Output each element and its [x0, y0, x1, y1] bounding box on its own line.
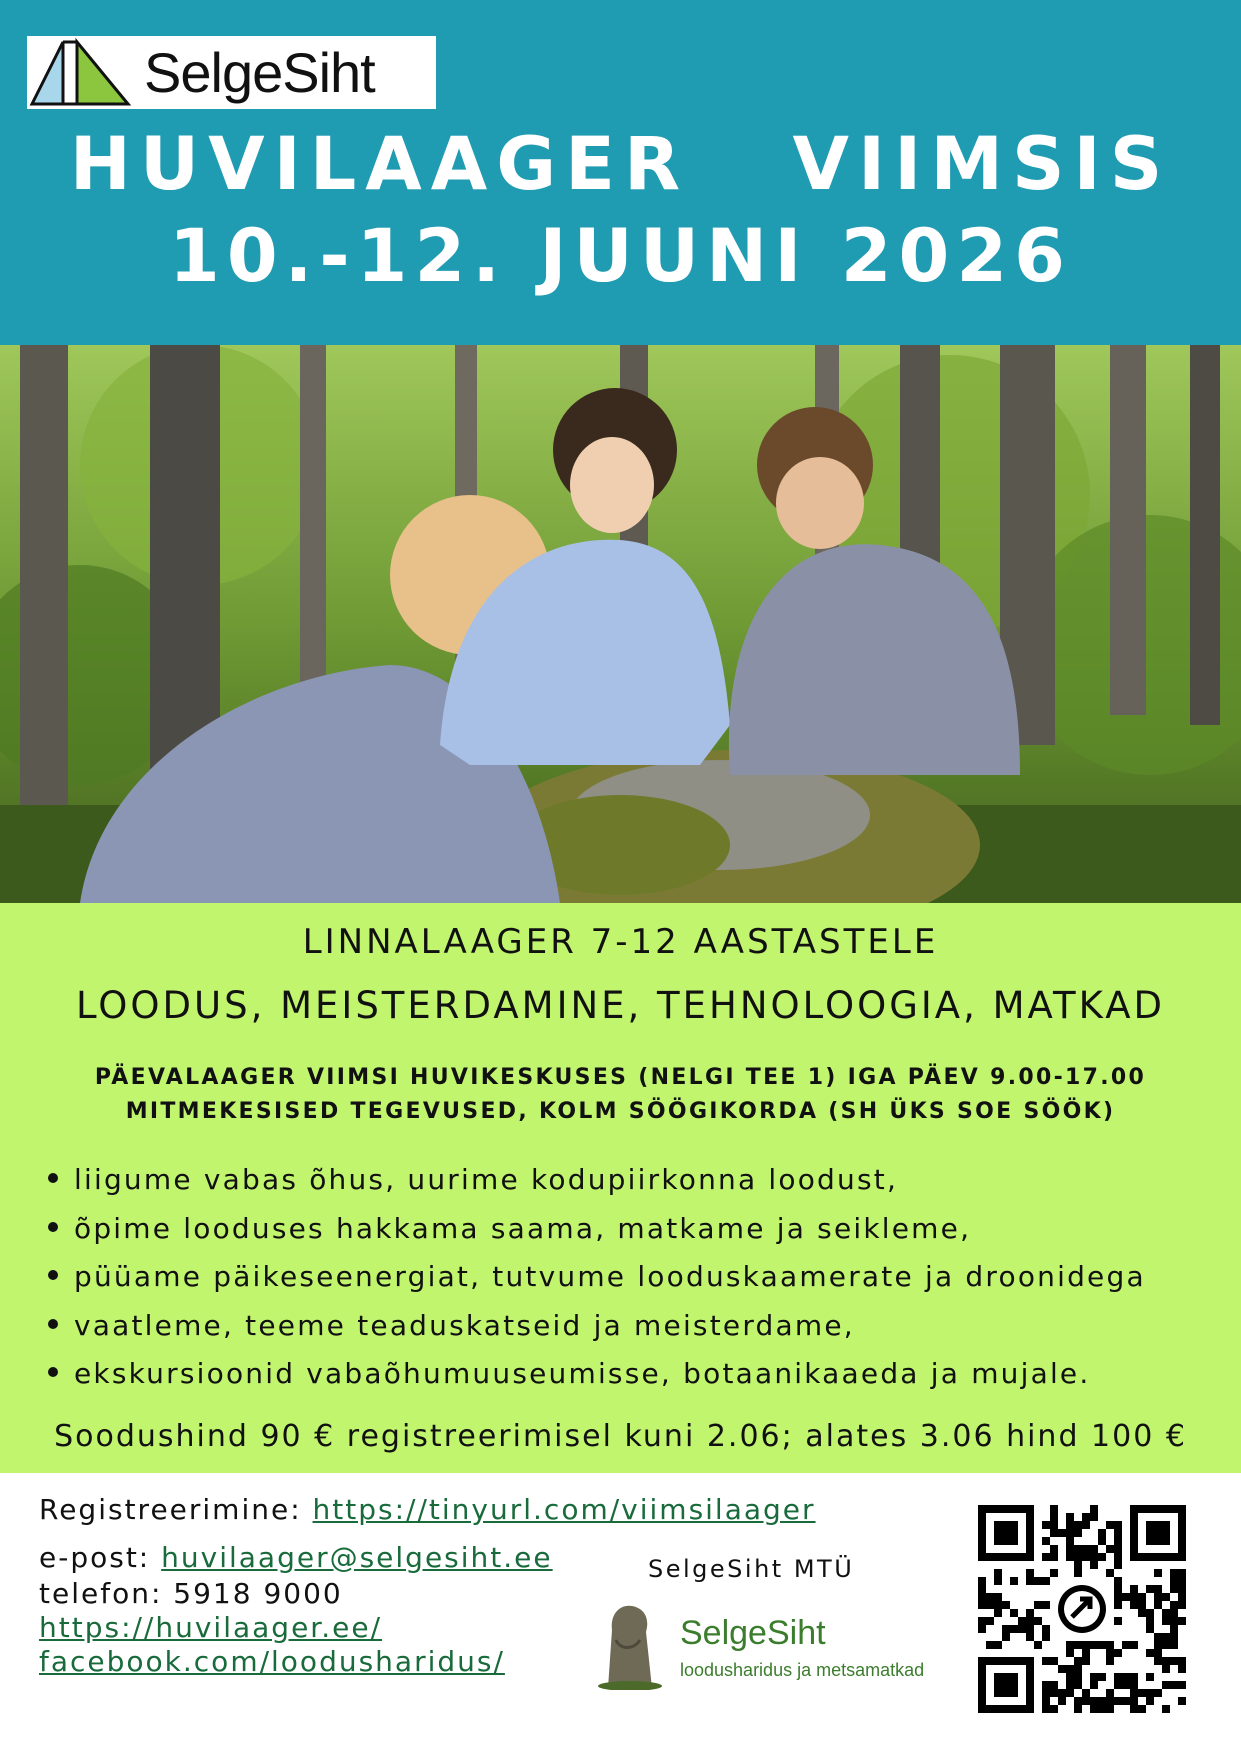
qr-code-icon[interactable] [978, 1505, 1186, 1713]
list-item [44, 1356, 1146, 1405]
header-banner [0, 0, 1241, 345]
triangle-logo-icon [29, 38, 131, 106]
facebook-line [39, 1645, 505, 1679]
email-line [39, 1541, 553, 1575]
subtitle-age: LINNALAAGER 7-12 AASTASTELE [302, 922, 939, 962]
organization-logo [590, 1600, 950, 1692]
website-line [39, 1611, 382, 1645]
detail-location: PÄEVALAAGER VIIMSI HUVIKESKUSES (NELGI TEE 1) IGA PÄEV 9.00-17.00 [94, 1065, 1147, 1090]
org-logo-tagline: loodusharidus ja metsamatkad [680, 1660, 925, 1680]
organization-name: SelgeSiht MTÜ [648, 1555, 855, 1583]
price-info: Soodushind 90 € registreerimisel kuni 2.06; alates 3.06 hind 100 € [54, 1419, 1187, 1454]
selgesiht-logo [27, 36, 436, 109]
logo-text: SelgeSiht [144, 41, 375, 104]
list-item-text: liigume vabas õhus, uurime kodupiirkonna loodust, [74, 1163, 899, 1196]
list-item-text: püüame päikeseenergiat, tutvume looduskaamerate ja droonidega [74, 1260, 1146, 1293]
tree-stump-icon [590, 1600, 670, 1690]
phone-line: telefon: 5918 9000 [39, 1577, 343, 1610]
bullet-icon [48, 1270, 58, 1280]
registration-label: Registreerimine: [39, 1493, 313, 1526]
list-item-text: õpime looduses hakkama saama, matkame ja seikleme, [74, 1211, 972, 1245]
title-line-2: 10.-12. JUUNI 2026 [169, 214, 1072, 299]
facebook-link[interactable]: facebook.com/loodusharidus/ [39, 1645, 505, 1678]
list-item [44, 1162, 1146, 1211]
forest-children-photo [0, 345, 1241, 903]
registration-link[interactable]: https://tinyurl.com/viimsilaager [312, 1493, 816, 1526]
detail-activities: MITMEKESISED TEGEVUSED, KOLM SÖÖGIKORDA (SH ÜKS SOE SÖÖK) [125, 1099, 1116, 1124]
email-link[interactable]: huvilaager@selgesiht.ee [161, 1541, 553, 1574]
website-link[interactable]: https://huvilaager.ee/ [39, 1611, 383, 1644]
title-line-1: HUVILAAGER VIIMSIS [69, 122, 1172, 207]
bullet-icon [48, 1367, 58, 1377]
org-logo-name: SelgeSiht [680, 1614, 826, 1652]
bullet-icon [48, 1222, 58, 1232]
email-label: e-post: [39, 1541, 162, 1574]
bullet-icon [48, 1319, 58, 1329]
list-item [44, 1308, 1146, 1357]
list-item-text: ekskursioonid vabaõhumuuseumisse, botaanikaaeda ja mujale. [74, 1357, 1091, 1390]
activity-list [44, 1162, 1146, 1405]
list-item [44, 1211, 1146, 1260]
list-item [44, 1259, 1146, 1308]
registration-line [39, 1493, 816, 1527]
subtitle-topics: LOODUS, MEISTERDAMINE, TEHNOLOOGIA, MATKAD [75, 984, 1165, 1027]
bullet-icon [48, 1173, 58, 1183]
list-item-text: vaatleme, teeme teaduskatseid ja meisterdame, [74, 1308, 855, 1342]
